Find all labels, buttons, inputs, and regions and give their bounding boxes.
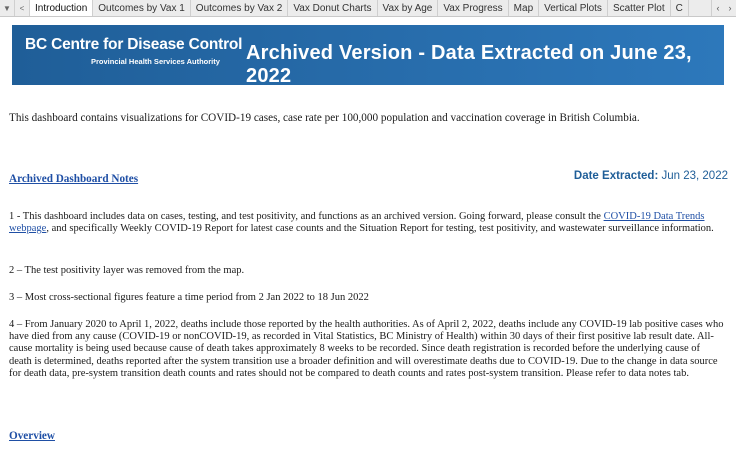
chevron-down-icon: ▼: [3, 3, 11, 13]
note-1-prefix: 1 - This dashboard includes data on cases, testing, and test positivity, and functions as an archived version. Going forward, please consult the: [9, 211, 604, 222]
tab-map[interactable]: Map: [509, 0, 539, 16]
tab-introduction[interactable]: Introduction: [30, 0, 93, 16]
date-extracted-value: Jun 23, 2022: [661, 170, 728, 182]
intro-text: This dashboard contains visualizations for COVID-19 cases, case rate per 100,000 population and vaccination coverage in British Columbia.: [9, 112, 640, 124]
date-extracted: [574, 170, 728, 182]
tab-outcomes-by-vax-2[interactable]: Outcomes by Vax 2: [191, 0, 289, 16]
brand-logo-title: BC Centre for Disease Control: [25, 36, 243, 53]
overview-link[interactable]: Overview: [9, 430, 55, 442]
tab-vertical-plots[interactable]: Vertical Plots: [539, 0, 608, 16]
chevron-left-icon[interactable]: ‹: [716, 3, 720, 13]
tab-truncated[interactable]: C: [671, 0, 689, 16]
tab-vax-donut-charts[interactable]: Vax Donut Charts: [288, 0, 377, 16]
page-title: Archived Version - Data Extracted on June 23, 2022: [246, 42, 692, 87]
date-extracted-label: Date Extracted:: [573, 170, 659, 182]
sheet-tab-bar: [0, 0, 736, 17]
tab-scroll-controls: [711, 0, 736, 16]
note-1: [9, 211, 725, 235]
tab-outcomes-by-vax-1[interactable]: Outcomes by Vax 1: [93, 0, 191, 16]
chevron-left-icon: <: [19, 3, 25, 13]
chevron-right-icon[interactable]: ›: [728, 3, 732, 13]
covid-data-trends-link[interactable]: COVID-19 Data Trends webpage: [9, 211, 705, 235]
brand-logo-subtitle: Provincial Health Services Authority: [91, 57, 220, 66]
tab-back-button[interactable]: [15, 0, 30, 16]
header-banner: [12, 25, 724, 85]
tab-scatter-plot[interactable]: Scatter Plot: [608, 0, 671, 16]
tab-menu-button[interactable]: [0, 0, 15, 16]
note-3: 3 – Most cross-sectional figures feature a time period from 2 Jan 2022 to 18 Jun 2022: [9, 292, 369, 303]
note-4: 4 – From January 2020 to April 1, 2022, deaths include those reported by the health authorities. As of April 2, 2022, deaths include any COVID-19 lab positive cases who have died from any cause (COVID-19 or nonCOVID-19, as recorded in Vital Statistics, BC Ministry of Health) within 30 days of their first positive lab result date. All-cause mortality is being used because cause of death takes approximately 8 weeks to be recorded. Since death registration is recorded before the underlying cause of death is determined, deaths reported after the system transition use a broader definition and will overestimate deaths due to COVID-19. Due to the change in data source for death data, pre-system transition death counts and rates should not be compared to death counts and rates post-system transition. Please refer to data notes tab.: [9, 319, 724, 379]
archived-notes-link[interactable]: Archived Dashboard Notes: [9, 173, 139, 185]
note-2: 2 – The test positivity layer was removed from the map.: [9, 265, 245, 276]
tab-vax-by-age[interactable]: Vax by Age: [378, 0, 439, 16]
tab-list: [30, 0, 711, 16]
tab-vax-progress[interactable]: Vax Progress: [438, 0, 508, 16]
note-1-suffix: , and specifically Weekly COVID-19 Report for latest case counts and the Situation Report for testing, test positivity, and wastewater surveillance information.: [46, 223, 714, 235]
